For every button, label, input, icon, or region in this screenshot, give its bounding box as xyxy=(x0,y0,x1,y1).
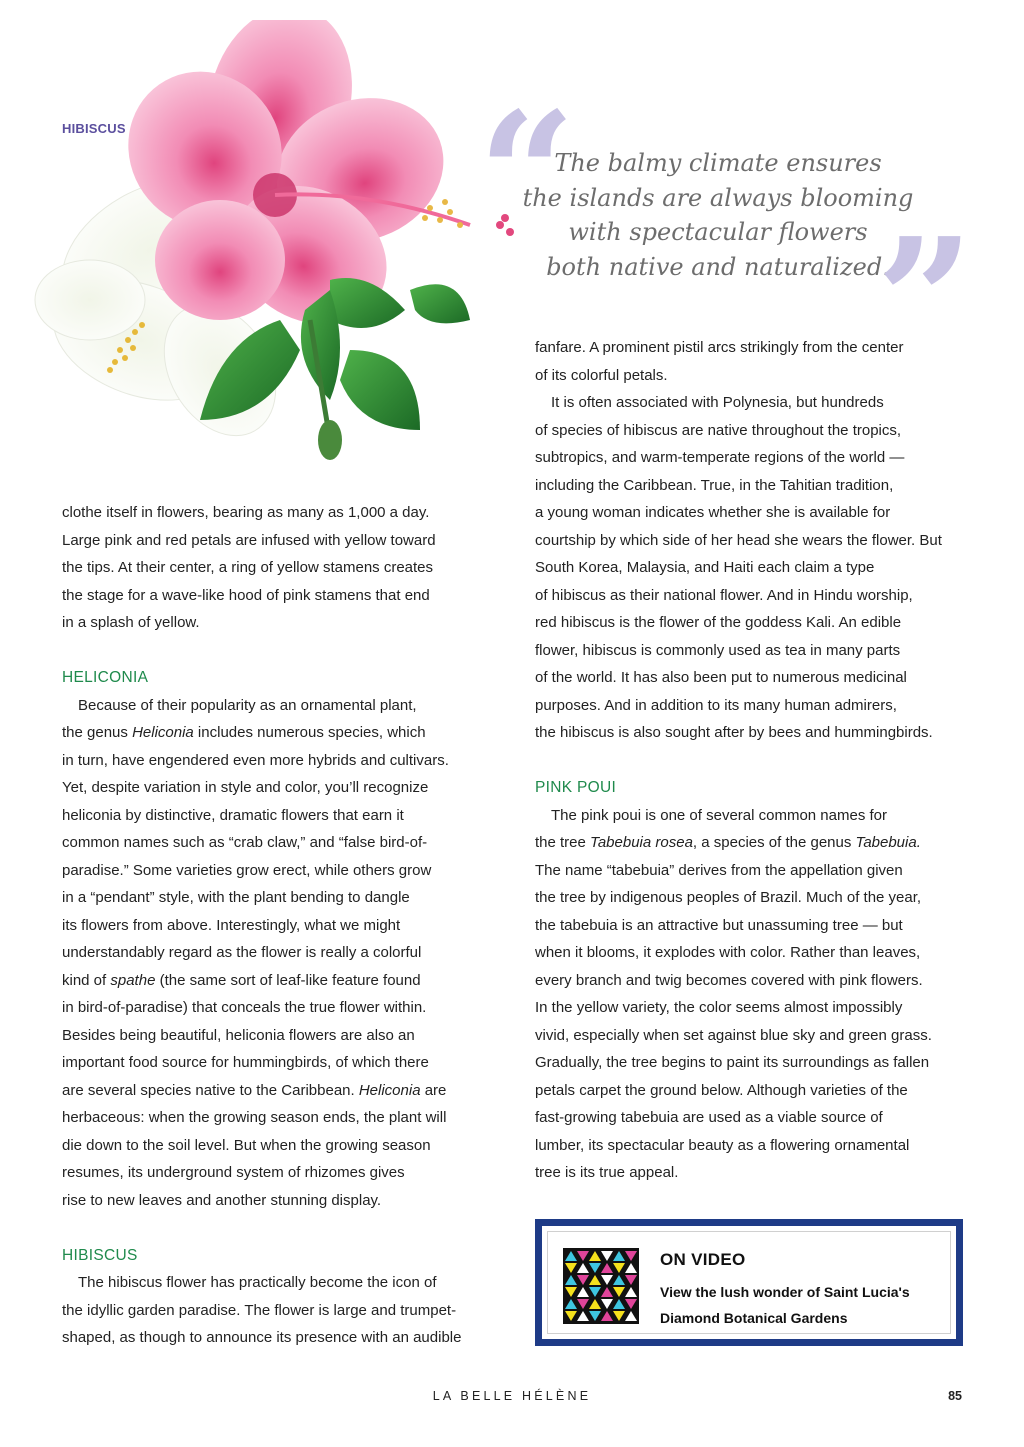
pull-quote-line: the islands are always blooming xyxy=(522,183,914,212)
text-line: of the world. It has also been put to numerous medicinal xyxy=(535,669,907,686)
text-line: fanfare. A prominent pistil arcs strikingly from the center xyxy=(535,339,904,356)
text-line: die down to the soil level. But when the growing season xyxy=(62,1136,431,1154)
text-line: The name “tabebuia” derives from the appellation given xyxy=(535,861,903,879)
text-line: in turn, have engendered even more hybrids and cultivars. xyxy=(62,751,449,769)
text-line: every branch and twig becomes covered with pink flowers. xyxy=(535,971,923,989)
qr-code-icon[interactable] xyxy=(563,1248,639,1324)
hibiscus-continued-paragraph xyxy=(535,334,975,747)
pink-poui-heading: PINK POUI xyxy=(535,779,617,796)
text-line: the tips. At their center, a ring of yellow stamens creates xyxy=(62,559,434,576)
text-line: in bird-of-paradise) that conceals the true flower within. xyxy=(62,999,427,1016)
text-line: the tabebuia is an attractive but unassuming tree — but xyxy=(535,916,903,934)
text-line: In the yellow variety, the color seems almost impossibly xyxy=(535,999,903,1016)
text-line: paradise.” Some varieties grow erect, while others grow xyxy=(62,861,432,879)
text-line: Gradually, the tree begins to paint its surroundings as fallen xyxy=(535,1054,930,1071)
pink-poui-paragraph xyxy=(535,802,975,1187)
text-line: Large pink and red petals are infused with yellow toward xyxy=(62,531,436,549)
text-line: South Korea, Malaysia, and Haiti each claim a type xyxy=(535,559,875,576)
text-line: understandably regard as the flower is really a colorful xyxy=(62,944,422,961)
text-line: purposes. And in addition to its many human admirers, xyxy=(535,696,897,714)
text-line: clothe itself in flowers, bearing as many as 1,000 a day. xyxy=(62,504,430,521)
photo-caption: HIBISCUS xyxy=(62,121,126,136)
text-line: in a splash of yellow. xyxy=(62,614,200,631)
pull-quote-line: The balmy climate ensures xyxy=(554,149,882,177)
open-quote-mark: “ xyxy=(478,75,576,275)
page-number: 85 xyxy=(948,1389,962,1403)
text-line: Besides being beautiful, heliconia flowers are also an xyxy=(62,1026,415,1044)
close-quote-mark: ” xyxy=(876,201,974,401)
text-line: shaped, as though to announce its presence with an audible xyxy=(62,1329,462,1346)
text-line: a young woman indicates whether she is available for xyxy=(535,504,891,521)
text-line: red hibiscus is the flower of the goddess Kali. An edible xyxy=(535,614,902,631)
text-line: vivid, especially when set against blue sky and green grass. xyxy=(535,1026,932,1044)
text-line: the tree Tabebuia rosea, a species of the genus Tabebuia. xyxy=(535,834,921,851)
text-line: in a “pendant” style, with the plant bending to dangle xyxy=(62,889,410,906)
text-line: It is often associated with Polynesia, but hundreds xyxy=(551,394,884,411)
on-video-box[interactable] xyxy=(535,1219,963,1346)
text-line: rise to new leaves and another stunning display. xyxy=(62,1191,382,1209)
text-line: herbaceous: when the growing season ends, the plant will xyxy=(62,1109,447,1126)
text-line: tree is its true appeal. xyxy=(535,1164,679,1181)
pull-quote-line: both native and naturalized. xyxy=(546,252,890,281)
video-description-line: Diamond Botanical Gardens xyxy=(660,1310,848,1326)
hibiscus-heading: HIBISCUS xyxy=(62,1246,138,1264)
text-line: the idyllic garden paradise. The flower is large and trumpet- xyxy=(62,1301,457,1319)
text-line: kind of spathe (the same sort of leaf-like feature found xyxy=(62,971,421,989)
left-column xyxy=(62,499,492,1352)
footer-magazine-title: LA BELLE HÉLÈNE xyxy=(432,1389,592,1403)
text-line: resumes, its underground system of rhizomes gives xyxy=(62,1164,405,1181)
text-line: courtship by which side of her head she wears the flower. But xyxy=(535,531,942,549)
text-line: its flowers from above. Interestingly, what we might xyxy=(62,916,401,934)
text-line: The hibiscus flower has practically become the icon of xyxy=(78,1274,437,1291)
text-line: including the Caribbean. True, in the Tahitian tradition, xyxy=(535,476,894,494)
hibiscus-photo xyxy=(30,20,530,480)
video-title: ON VIDEO xyxy=(660,1250,746,1269)
heliconia-heading: HELICONIA xyxy=(62,669,149,686)
text-line: of hibiscus as their national flower. And in Hindu worship, xyxy=(535,586,913,604)
text-line: of its colorful petals. xyxy=(535,366,668,384)
text-line: the genus Heliconia includes numerous species, which xyxy=(62,724,426,741)
text-line: Because of their popularity as an ornamental plant, xyxy=(78,696,417,714)
text-line: common names such as “crab claw,” and “false bird-of- xyxy=(62,834,428,851)
text-line: fast-growing tabebuia are used as a viable source of xyxy=(535,1109,883,1126)
pull-quote-line: with spectacular flowers xyxy=(568,218,868,246)
text-line: the tree by indigenous peoples of Brazil. Much of the year, xyxy=(535,889,922,906)
heliconia-paragraph xyxy=(62,692,492,1215)
text-line: heliconia by distinctive, dramatic flowers that earn it xyxy=(62,806,404,824)
text-line: Yet, despite variation in style and color, you’ll recognize xyxy=(62,779,429,796)
text-line: subtropics, and warm-temperate regions of the world — xyxy=(535,449,905,466)
text-line: important food source for hummingbirds, of which there xyxy=(62,1054,429,1071)
pull-quote-text xyxy=(518,146,918,284)
text-line: the stage for a wave-like hood of pink stamens that end xyxy=(62,586,430,604)
hibiscus-paragraph xyxy=(62,1269,492,1352)
video-description-line: View the lush wonder of Saint Lucia's xyxy=(660,1284,910,1300)
intro-paragraph xyxy=(62,499,492,637)
text-line: the hibiscus is also sought after by bees and hummingbirds. xyxy=(535,724,933,741)
text-line: petals carpet the ground below. Although varieties of the xyxy=(535,1081,908,1099)
text-line: lumber, its spectacular beauty as a flowering ornamental xyxy=(535,1136,910,1154)
text-line: The pink poui is one of several common names for xyxy=(551,806,887,824)
right-column xyxy=(535,334,975,1187)
text-line: are several species native to the Caribbean. Heliconia are xyxy=(62,1081,447,1099)
video-description xyxy=(660,1279,950,1331)
text-line: of species of hibiscus are native throughout the tropics, xyxy=(535,421,902,439)
text-line: flower, hibiscus is commonly used as tea in many parts xyxy=(535,641,901,659)
text-line: when it blooms, it explodes with color. Rather than leaves, xyxy=(535,944,921,961)
